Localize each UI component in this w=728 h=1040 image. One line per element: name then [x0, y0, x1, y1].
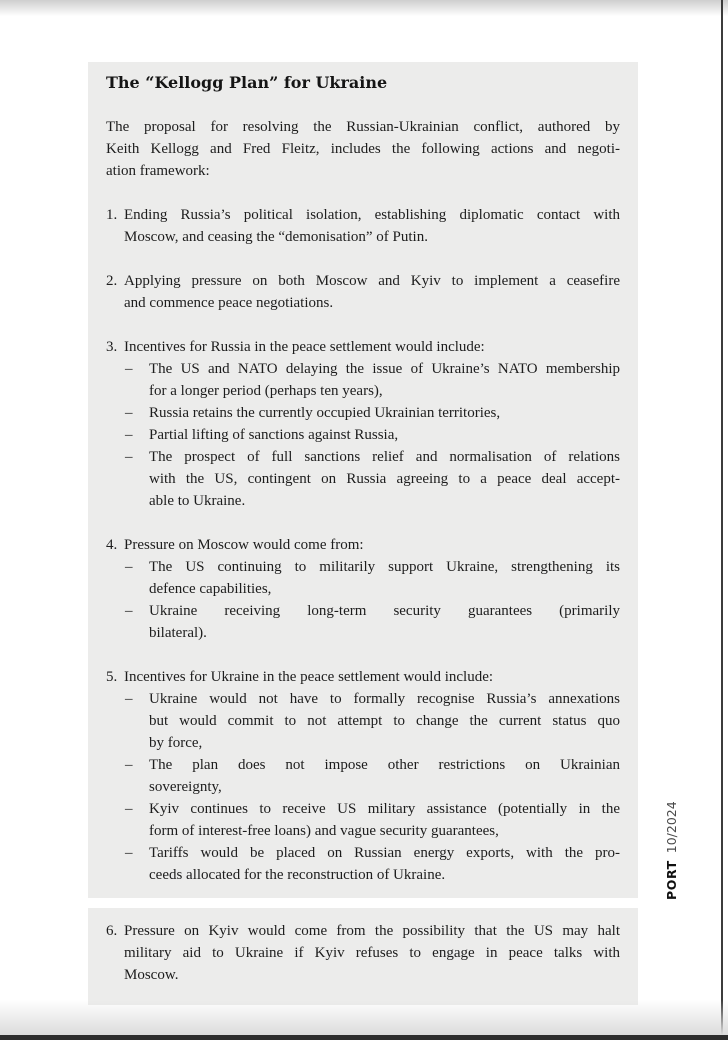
text-line: The prospect of full sanctions relief and normalisation of relations — [149, 449, 620, 465]
item-number: 2. — [106, 273, 118, 289]
bullet-dash-marker: – — [125, 405, 133, 421]
text-line: but would commit to not attempt to change the current status quo — [149, 713, 620, 729]
bullet-dash-marker: – — [125, 691, 133, 707]
numbered-list — [106, 204, 620, 886]
bullet-body — [149, 402, 620, 424]
issue-label: 10/2024 — [663, 801, 679, 854]
text-line: form of interest-free loans) and vague security guarantees, — [149, 823, 499, 839]
bullet-item — [124, 600, 620, 644]
text-line: Ukraine receiving long-term security guarantees (primarily — [149, 603, 620, 619]
text-line: The plan does not impose other restrictions on Ukrainian — [149, 757, 620, 773]
item-body — [124, 204, 620, 248]
page-bottom-shadow — [0, 1000, 728, 1035]
text-line: sovereignty, — [149, 779, 222, 795]
list-item — [106, 920, 620, 986]
item-number: 4. — [106, 537, 118, 553]
list-item — [106, 666, 620, 886]
item-number: 5. — [106, 669, 118, 685]
item-body — [124, 270, 620, 314]
list-item — [106, 270, 620, 314]
text-line: Incentives for Ukraine in the peace settlement would include: — [124, 669, 494, 685]
content-panel-main — [88, 62, 638, 898]
bullet-item — [124, 842, 620, 886]
text-line: with the US, contingent on Russia agreeing to a peace deal accept- — [149, 471, 620, 487]
issue-caption — [660, 801, 682, 900]
text-line: The US continuing to militarily support Ukraine, strengthening its — [149, 559, 620, 575]
text-line: The proposal for resolving the Russian-Ukrainian conflict, authored by — [106, 119, 620, 135]
page-top-shadow — [0, 0, 728, 16]
bullet-dash-marker: – — [125, 361, 133, 377]
item-number: 6. — [106, 923, 118, 939]
bullet-dash-marker: – — [125, 845, 133, 861]
bullet-item — [124, 798, 620, 842]
intro-paragraph — [106, 116, 620, 182]
content-panel-continued — [88, 908, 638, 1005]
text-line: Kyiv continues to receive US military assistance (potentially in the — [149, 801, 620, 817]
bullet-body — [149, 556, 620, 600]
text-line: Pressure on Moscow would come from: — [124, 537, 364, 553]
bullet-item — [124, 424, 620, 446]
text-line: Tariffs would be placed on Russian energy exports, with the pro- — [149, 845, 620, 861]
item-body — [124, 534, 620, 644]
bullet-body — [149, 842, 620, 886]
numbered-list-continued — [106, 920, 620, 986]
text-line: for a longer period (perhaps ten years), — [149, 383, 383, 399]
bullet-dash-marker: – — [125, 801, 133, 817]
text-line: defence capabilities, — [149, 581, 272, 597]
bullet-body — [149, 688, 620, 754]
text-line: Keith Kellogg and Fred Fleitz, includes the following actions and negoti- — [106, 141, 620, 157]
bullet-dash-marker: – — [125, 559, 133, 575]
text-line: ceeds allocated for the reconstruction of Ukraine. — [149, 867, 446, 883]
list-item — [106, 336, 620, 512]
item-number: 1. — [106, 207, 118, 223]
text-line: The US and NATO delaying the issue of Ukraine’s NATO membership — [149, 361, 620, 377]
bullet-body — [149, 424, 620, 446]
text-line: and commence peace negotiations. — [124, 295, 334, 311]
bullet-body — [149, 446, 620, 512]
brand-label: PORT — [663, 860, 679, 900]
bullet-dash-marker: – — [125, 427, 133, 443]
text-line: Incentives for Russia in the peace settlement would include: — [124, 339, 485, 355]
bullet-body — [149, 358, 620, 402]
bullet-body — [149, 600, 620, 644]
bullet-item — [124, 402, 620, 424]
text-line: Moscow, and ceasing the “demonisation” of Putin. — [124, 229, 428, 245]
bullet-body — [149, 798, 620, 842]
bullet-item — [124, 446, 620, 512]
bullet-body — [149, 754, 620, 798]
text-line: Ukraine would not have to formally recognise Russia’s annexations — [149, 691, 620, 707]
text-line: Ending Russia’s political isolation, establishing diplomatic contact with — [124, 207, 620, 223]
item-number: 3. — [106, 339, 118, 355]
item-body — [124, 920, 620, 986]
bullet-item — [124, 688, 620, 754]
text-line: military aid to Ukraine if Kyiv refuses to engage in peace talks with — [124, 945, 620, 961]
page-right-edge-line — [721, 0, 723, 1040]
bullet-item — [124, 556, 620, 600]
list-item — [106, 534, 620, 644]
text-line: by force, — [149, 735, 203, 751]
text-line: Russia retains the currently occupied Ukrainian territories, — [149, 405, 501, 421]
bullet-item — [124, 358, 620, 402]
page-bottom-separator — [0, 1035, 728, 1040]
item-body — [124, 336, 620, 512]
text-line: able to Ukraine. — [149, 493, 246, 509]
bullet-dash-marker: – — [125, 449, 133, 465]
text-line: Moscow. — [124, 967, 179, 983]
text-line: Partial lifting of sanctions against Russia, — [149, 427, 399, 443]
list-item — [106, 204, 620, 248]
text-line: Pressure on Kyiv would come from the possibility that the US may halt — [124, 923, 620, 939]
text-line: ation framework: — [106, 163, 210, 179]
bullet-dash-marker: – — [125, 603, 133, 619]
text-line: bilateral). — [149, 625, 207, 641]
bullet-item — [124, 754, 620, 798]
text-line: Applying pressure on both Moscow and Kyiv to implement a ceasefire — [124, 273, 620, 289]
page-title: The “Kellogg Plan” for Ukraine — [106, 73, 388, 92]
bullet-dash-marker: – — [125, 757, 133, 773]
item-body — [124, 666, 620, 886]
